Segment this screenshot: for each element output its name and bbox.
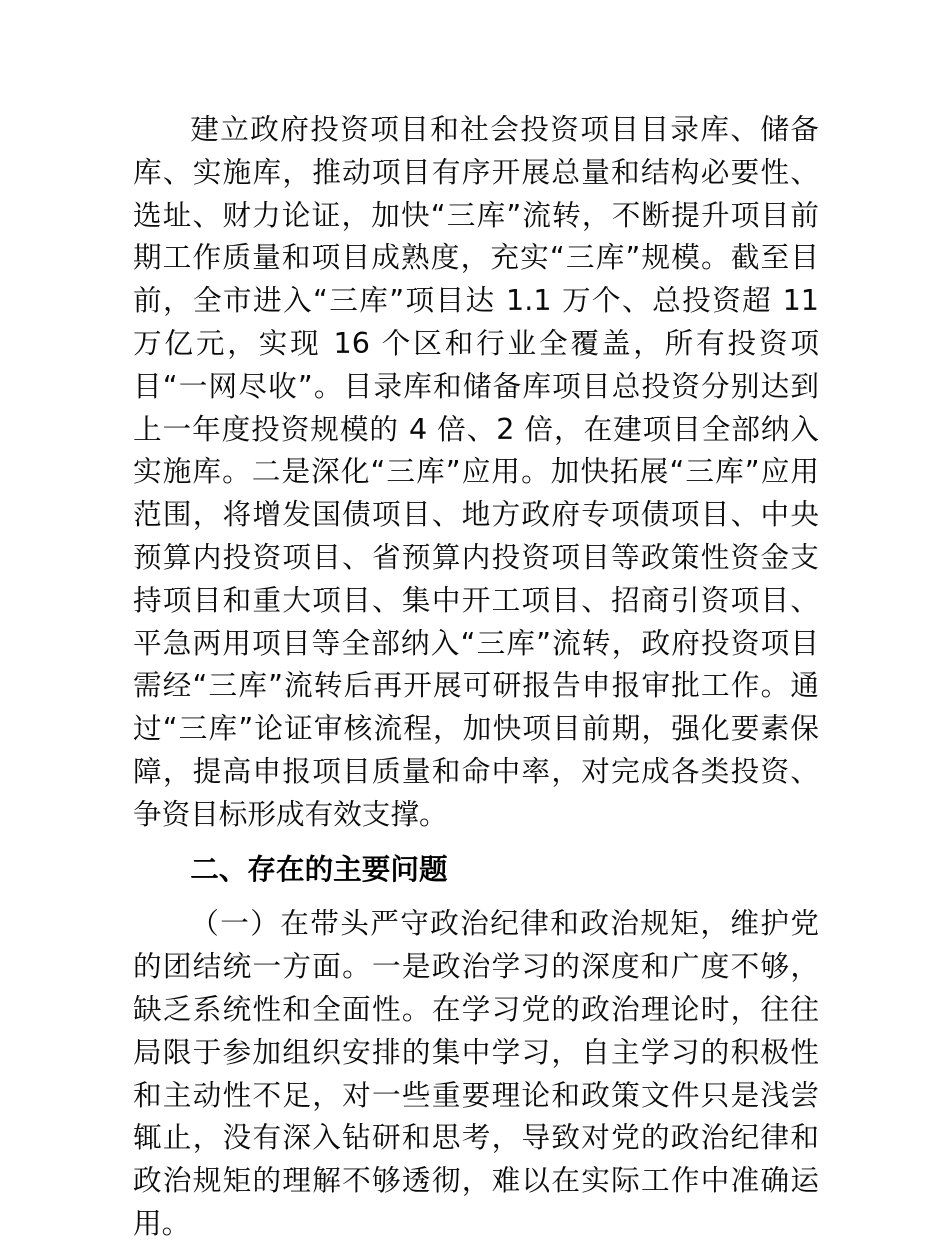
paragraph-three-library-system: 建立政府投资项目和社会投资项目目录库、储备库、实施库，推动项目有序开展总量和结构必要性、选址、财力论证，加快“三库”流转，不断提升项目前期工作质量和项目成熟度，充实“三库”规模。截至目前，全市进入“三库”项目达 1.1 万个、总投资超 11 万亿元，实现 16 个区和行业全覆盖，所有投资项目“一网尽收”。目录库和储备库项目总投资分别达到上一年度投资规模的 4 倍、2 倍，在建项目全部纳入实施库。二是深化“三库”应用。加快拓展“三库”应用范围，将增发国债项目、地方政府专项债项目、中央预算内投资项目、省预算内投资项目等政策性资金支持项目和重大项目、集中开工项目、招商引资项目、平急两用项目等全部纳入“三库”流转，政府投资项目需经“三库”流转后再开展可研报告申报审批工作。通过“三库”论证审核流程，加快项目前期，强化要素保障，提高申报项目质量和命中率，对完成各类投资、争资目标形成有效支撑。 bbox=[133, 112, 819, 831]
spacer-after-heading bbox=[133, 890, 819, 902]
spacer-before-heading bbox=[133, 836, 819, 848]
section-heading-main-problems: 二、存在的主要问题 bbox=[190, 851, 448, 886]
document-text-body bbox=[133, 108, 819, 1245]
paragraph-political-discipline: （一）在带头严守政治纪律和政治规矩，维护党的团结统一方面。一是政治学习的深度和广度不够，缺乏系统性和全面性。在学习党的政治理论时，往往局限于参加组织安排的集中学习，自主学习的积极性和主动性不足，对一些重要理论和政策文件只是浅尝辄止，没有深入钻研和思考，导致对党的政治纪律和政治规矩的理解不够透彻，难以在实际工作中准确运用。 bbox=[133, 906, 819, 1240]
